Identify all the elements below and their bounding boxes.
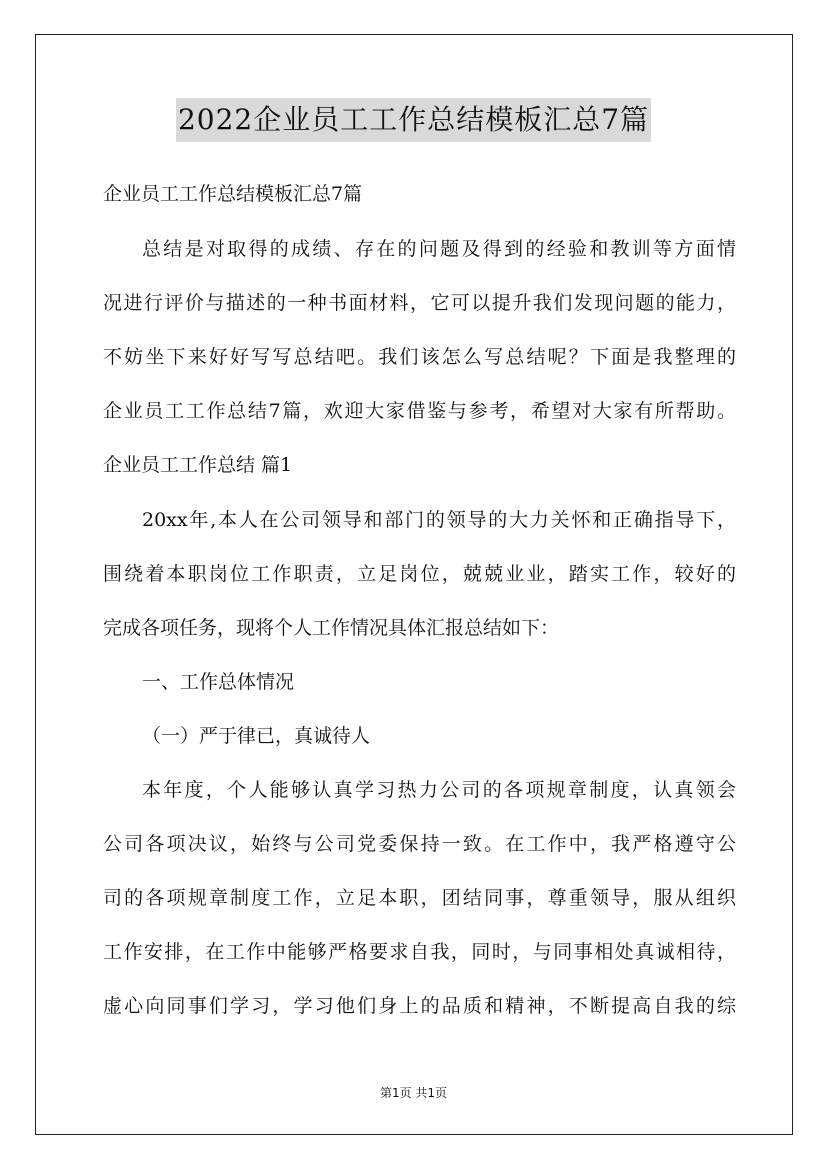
intro-line-2: 况进行评价与描述的一种书面材料，它可以提升我们发现问题的能力， <box>103 292 736 314</box>
para2-line-3: 司的各项规章制度工作，立足本职，团结同事，尊重领导，服从组织 <box>103 887 736 909</box>
heading-self-discipline: （一）严于律已，真诚待人 <box>142 725 371 747</box>
intro-line-3: 不妨坐下来好好写写总结吧。我们该怎么写总结呢？下面是我整理的 <box>103 346 736 368</box>
document-title: 2022企业员工工作总结模板汇总7篇 <box>176 98 651 142</box>
page-footer: 第1页 共1页 <box>379 1086 448 1100</box>
para1-line-2: 围绕着本职岗位工作职责，立足岗位，兢兢业业，踏实工作，较好的 <box>103 563 736 585</box>
para2-line-1: 本年度，个人能够认真学习热力公司的各项规章制度，认真领会 <box>142 779 736 801</box>
para1-line-3: 完成各项任务，现将个人工作情况具体汇报总结如下： <box>103 617 560 639</box>
para2-line-2: 公司各项决议，始终与公司党委保持一致。在工作中，我严格遵守公 <box>103 833 736 855</box>
heading-work-overview: 一、工作总体情况 <box>142 671 295 693</box>
para2-line-5: 虚心向同事们学习，学习他们身上的品质和精神，不断提高自我的综 <box>103 995 736 1017</box>
title-container <box>0 98 827 142</box>
intro-line-1: 总结是对取得的成绩、存在的问题及得到的经验和教训等方面情 <box>142 238 736 260</box>
para1-line-1: 20xx年,本人在公司领导和部门的领导的大力关怀和正确指导下， <box>142 509 736 531</box>
intro-line-4: 企业员工工作总结7篇，欢迎大家借鉴与参考，希望对大家有所帮助。 <box>103 400 736 422</box>
document-subtitle: 企业员工工作总结模板汇总7篇 <box>103 183 363 205</box>
section-heading: 企业员工工作总结 篇1 <box>103 454 293 476</box>
para2-line-4: 工作安排，在工作中能够严格要求自我，同时，与同事相处真诚相待， <box>103 941 736 963</box>
